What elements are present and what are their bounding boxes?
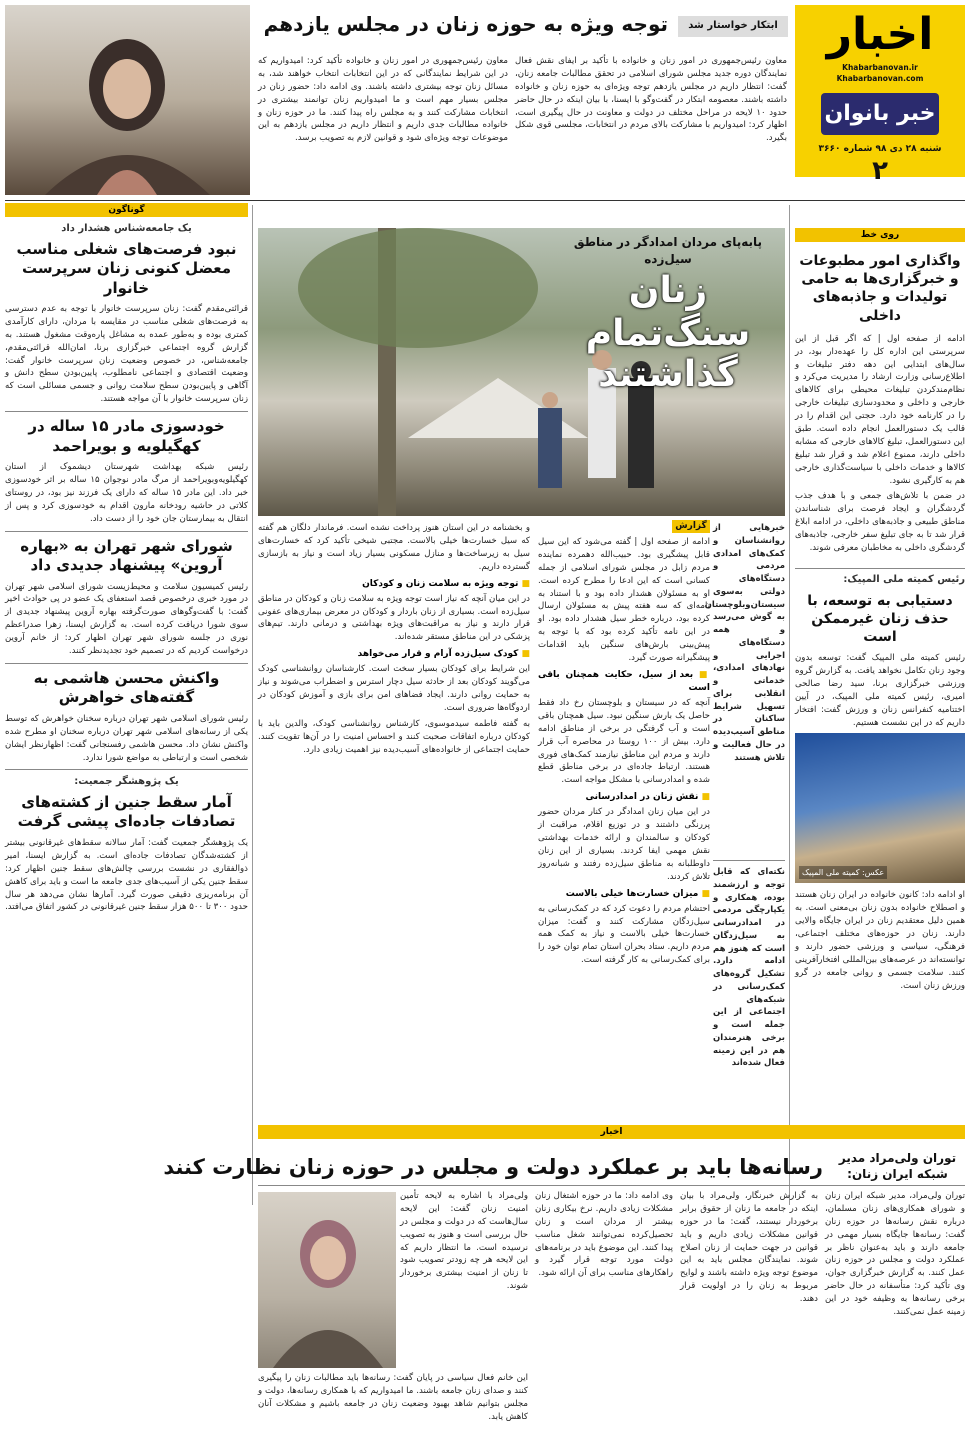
portrait-icon — [258, 1192, 396, 1368]
gunagun-s5-headline: آمار سقط جنین از کشته‌های تصادفات جاده‌ای پیشی گرفت — [17, 792, 236, 831]
bottom-col-3 — [535, 1190, 673, 1438]
olympic-kicker: رئیس کمیته ملی المپیک: — [843, 574, 965, 585]
portrait-icon — [5, 5, 250, 195]
gunagun-s2-headline: خودسوزی مادر ۱۵ ساله در کهگیلویه و بویراحمد — [28, 417, 225, 455]
rooye-khat-headline: واگذاری امور مطبوعات و خبرگزاری‌ها به حامی تولیدات و جاذبه‌های داخلی — [799, 253, 961, 324]
flood-relief-photo — [258, 228, 785, 516]
report-sub-3: ■ میزان خسارت‌ها خیلی بالاست — [538, 888, 710, 901]
report-body-4: احتشام مردم را دعوت کرد که در کمک‌رسانی به سیل‌زدگان مشارکت کنند و گفت: میزان خسارت‌ها خیلی بالاست و نیاز به کمک همه مردم داریم. ستاد بحران استان تمام توان خود را برای کمک‌رسانی به کار گرفته است. — [538, 903, 710, 966]
gunagun-div-1 — [5, 411, 248, 412]
gunagun-s5-kicker: یک پژوهشگر جمعیت: — [74, 776, 179, 788]
bottom-kicker: توران ولی‌مراد مدیر شبکه ایران زنان: — [838, 1151, 957, 1182]
gunagun-s2-body: رئیس شبکه بهداشت شهرستان دیشموک از استان کهگیلویه‌وبویراحمد از مرگ مادر نوجوان ۱۵ ساله بر اثر خودسوزی خبر داد. این مادر ۱۵ ساله که دارای یک فرزند نیز بود، در روستای کلاتی در حاشیه رودخانه مارون اقدام به خودسوزی کرد و پس از انتقال به بیمارستان جان خود را از دست داد. — [5, 462, 248, 524]
bottom-col-2 — [680, 1190, 818, 1438]
report-col-1 — [538, 536, 710, 1116]
olympic-headline: دستیابی به توسعه، با حذف زنان غیرممکن است — [807, 592, 953, 645]
gunagun-div-4 — [5, 769, 248, 770]
logo-text: خبر بانوان — [824, 101, 936, 127]
report-label: گزارش — [672, 520, 710, 533]
divider-left — [252, 205, 253, 1205]
date-line: شنبه ۲۸ دی ۹۸ شماره ۳۶۶۰ — [818, 144, 942, 155]
report-note-2-text: نکته‌ای که قابل توجه و ارزشمند بوده، همکاری و یکپارچگی مردمی در امدادرسانی به سیل‌زدگان است که هنوز هم ادامه دارد. تشکیل گروه‌های کمک‌رسانی در شبکه‌های اجتماعی از این جمله است و برخی هنرمندان هم در این زمینه فعال شده‌اند — [713, 867, 785, 1069]
report-note-2 — [713, 866, 785, 1116]
valimorad-portrait — [258, 1192, 396, 1368]
top-story-text-2: معاون رئیس‌جمهوری در امور زنان و خانواده تأکید کرد: امیدواریم که در این شرایط نمایندگانی که در این انتخابات انتخاب خواهند شد، به مسائل زنان توجه بیشتری داشته باشند. وی ادامه داد: حضور زنان در مجلس بسیار مهم است و ما امیدواریم زنان توانمند بیشتری در انتخابات مشارکت کنند و به مجلس راه پیدا کنند. ما در حوزه زنان و خانواده مطالبات جدی داریم و انتظار داریم در مجلس یازدهم به این موضوعات توجه ویژه‌ای شود و قوانین لازم به تصویب برسد. — [258, 56, 508, 144]
rooye-khat-col — [795, 246, 965, 564]
report-body-5: و بخشنامه در این استان هنوز پرداخت نشده است. فرماندار دلگان هم گفته که سیل خسارت‌ها خیلی بالاست. مجتبی شیخی تأکید کرد که خسارت‌های سیل به زیرساخت‌ها و منازل مسکونی بسیار زیاد است و نیاز به بازسازی گسترده داریم. — [258, 523, 530, 572]
olympic-col — [795, 573, 965, 1168]
top-story-kicker: ابتکار خواستار شد — [678, 16, 788, 37]
report-body-3: در این میان زنان امدادگر در کنار مردان حضور پررنگی داشتند و در توزیع اقلام، مراقبت از کودکان و سالمندان و ارائه خدمات بهداشتی نقش مهمی ایفا کردند. بسیاری از این زنان داوطلبانه به مناطق سیل‌زده رفتند و شبانه‌روز تلاش کردند. — [538, 807, 710, 882]
feature-kicker: پابه‌پای مردان امدادگر در مناطق سیل‌زده — [573, 235, 763, 267]
rooye-khat-body: ادامه از صفحه اول | که اگر قبل از این سرپرستی این اداره کل را عهده‌دار بود، در سال‌های ابتدایی این دهه دفتر تبلیغات و اطلاع‌رسانی وزارت ارشاد را مدیریت می‌کرد و نظام‌مندکردن تبلیغات محیطی برای کالاهای خارجی و داخلی و محدودسازی تبلیغات خارجی را در کارنامه خود دارد. حجتی این اقدام را در قالب یک دستورالعمل انجام داده است. طبق این دستورالعمل، تبلیغ کالاهای خارجی که مشابه داخلی دارند، ممنوع اعلام شد و قرار شد تبلیغ کالاها و خدمات داخلی با سیاست‌گذاری خارجی هم به کارگیری نشود. — [795, 333, 965, 486]
masthead-sites: Khabarbanovan.ir Khabarbanovan.com — [836, 63, 924, 84]
gunagun-s5-body: یک پژوهشگر جمعیت گفت: آمار سالانه سقط‌های غیرقانونی بیشتر از کشته‌شدگان تصادفات جاده‌ای است. به گزارش ایسنا، امیر ذوالفقاری در نشست بررسی چالش‌های سقط جنین اظهار کرد: سقط جنین یکی از آسیب‌های جدی جامعه ما است و باید برای کاهش آن برنامه‌ریزی دقیقی صورت گیرد. آمارها نشان می‌دهد هر سال حدود ۳۰۰ تا ۵۰۰ هزار سقط جنین غیرقانونی در کشور اتفاق می‌افتد. — [5, 837, 248, 913]
olympic-body-2: او ادامه داد: کانون خانواده در ایران زنان هستند و اصطلاح خانواده بدون زنان بی‌معنی است. به همین دلیل معتقدیم زنان در ایران جایگاه والایی دارند. زنان در حوزه‌های مختلف اجتماعی، فرهنگی، سیاسی و ورزشی حضور دارند و توانسته‌اند در عرصه‌های بین‌المللی افتخارآفرینی کنند. سلامت جسمی و روانی جامعه در گرو ورزش زنان است. — [795, 890, 965, 991]
bottom-headline: رسانه‌ها باید بر عملکرد دولت و مجلس در حوزه زنان نظارت کنند — [163, 1155, 823, 1179]
report-sub-1: ■ بعد از سیل، حکایت همچنان باقی است — [538, 669, 710, 695]
report-sub-4: ■ توجه ویژه به سلامت زنان و کودکان — [258, 578, 530, 591]
top-story-header — [258, 10, 788, 44]
report-body-8: به گفته فاطمه سیدموسوی، کارشناس روانشناسی کودک، والدین باید با کودکان درباره اتفاقات صحبت کنند و احساس امنیت را در آن‌ها تقویت کنند. حمایت اجتماعی از خانواده‌های آسیب‌دیده نیز اهمیت زیادی دارد. — [258, 718, 530, 755]
bottom-text-2: به گزارش خبرنگار، ولی‌مراد با بیان اینکه در جامعه ما زنان از حقوق برابر برخوردار نیستند، گفت: ما در حوزه قوانین مشکلات زیادی داریم و باید قوانین در جهت حمایت از زنان اصلاح شوند. نمایندگان مجلس باید به این موضوع توجه ویژه داشته باشند و لوایح مربوط به زنان را در اولویت قرار دهند. — [680, 1191, 818, 1305]
rooye-khat-divider — [795, 568, 965, 569]
olympic-photo — [795, 733, 965, 883]
report-body-6: در این میان آنچه که نیاز است توجه ویژه به سلامت زنان و کودکان در مناطق سیل‌زده است. بسیاری از زنان باردار و کودکان در معرض بیماری‌های عفونی قرار دارند و نیاز به مراقبت‌های ویژه بهداشتی و درمانی دارند. تیم‌های پزشکی در این مناطق مستقر شده‌اند. — [258, 593, 530, 643]
bottom-divider — [258, 1185, 965, 1186]
top-divider — [5, 200, 965, 201]
logo — [821, 93, 939, 135]
gunagun-s1-body: قرائتی‌مقدم گفت: زنان سرپرست خانوار با توجه به عدم دسترسی به فرصت‌های شغلی مناسب در مقایسه با مردان، دارای کارآمدی کمتری بوده و به‌طور عمده به مشاغل پاره‌وقت مشغول هستند. به گزارش گروه اجتماعی خبرگزاری برنا، امان‌الله قرائتی‌مقدم، جامعه‌شناس، در خصوص وضعیت زنان سرپرست خانوار گفت: وضعیت اقتصادی و اجتماعی نامطلوب، پایین‌بودن سطح دانش و آگاهی و پایین‌بودن سطح سلامت روانی و جسمی مسائلی است که زنان سرپرست خانوار با آن مواجه هستند. — [5, 304, 248, 405]
masthead — [795, 5, 965, 187]
divider-right — [789, 205, 790, 1205]
gunagun-col — [5, 222, 248, 1150]
bottom-text-5: این خانم فعال سیاسی در پایان گفت: رسانه‌ها باید مطالبات زنان را پیگیری کنند و صدای زنان جامعه باشند. ما امیدواریم که با همکاری رسانه‌ها، دولت و مجلس بتوانیم شاهد بهبود وضعیت زنان در جامعه باشیم و مشکلات آنان کاهش یابد. — [258, 1373, 528, 1422]
gunagun-div-3 — [5, 663, 248, 664]
ebtekar-portrait — [5, 5, 250, 195]
feature-title-block — [558, 234, 778, 395]
olympic-body: رئیس کمیته ملی المپیک گفت: توسعه بدون وجود زنان تکامل نخواهد یافت. به گزارش گروه ورزشی خبرگزاری برنا، سید رضا صالحی امیری، رئیس کمیته ملی المپیک، در آیین اختتامیه کنفرانس زنان و ورزش گفت: افتخار داریم که در این نشست هستیم. — [795, 653, 965, 728]
feature-headline-2: گذاشتند — [598, 354, 738, 396]
gunagun-s1-headline: نبود فرصت‌های شغلی مناسب معضل کنونی زنان سرپرست خانوار — [16, 239, 237, 297]
gunagun-s3-body: رئیس کمیسیون سلامت و محیط‌زیست شورای اسلامی شهر تهران در مورد خبری درخصوص قصد استعفای یک عضو در پی حوادث اخیر گفت: با گفت‌وگوهای صورت‌گرفته بهاره آروین پیشنهاد جدیدی از سوی شورا دریافت کرده است. به گزارش ایسنا، زهرا صدراعظم نوری در جلسه شورای شهر تهران اظهار کرد: از خانم آروین درخواست کردیم که در تصمیم خود تجدیدنظر کنند. — [5, 581, 248, 657]
report-sub-5: ■ کودک سیل‌زده آرام و قرار می‌خواهد — [258, 648, 530, 661]
gunagun-div-2 — [5, 531, 248, 532]
page-number: ۲ — [872, 156, 888, 187]
bottom-text-1: توران ولی‌مراد، مدیر شبکه ایران زنان و شورای همکاری‌های زنان مسلمان، درباره نقش رسانه‌ها در حوزه زنان گفت: رسانه‌ها جایگاه بسیار مهمی در جامعه دارند و باید به‌عنوان ناظر بر عملکرد دولت و مجلس در حوزه زنان عمل کنند. به گزارش خبرگزاری جوان، وی تأکید کرد: متأسفانه در حال حاضر برخی رسانه‌ها به وظیفه خود در این زمینه عمل نمی‌کنند. — [825, 1191, 965, 1318]
gunagun-s3-headline: شورای شهر تهران به «بهاره آروین» پیشنهاد جدیدی داد — [20, 536, 233, 575]
feature-headline-1: زنان سنگ‌تمام — [585, 269, 751, 354]
gunagun-bar: گوناگون — [5, 203, 248, 217]
bottom-bar: اخبار — [258, 1125, 965, 1139]
top-story-col-2 — [258, 55, 508, 195]
top-story-headline: توجه ویژه به حوزه زنان در مجلس یازدهم — [263, 12, 668, 36]
report-body-2: آنچه که در سیستان و بلوچستان رخ داد فقط حاصل یک بارش سنگین نبود. سیل همچنان باقی است و آب گرفتگی در برخی از مناطق ادامه دارد. بیش از ۱۰۰ روستا در محاصره آب قرار دارند و مردم این مناطق نیازمند کمک‌های فوری هستند. ارتباط جاده‌ای در برخی مناطق قطع شده و امدادرسانی با مشکل مواجه است. — [538, 698, 710, 786]
report-body-7: این شرایط برای کودکان بسیار سخت است. کارشناسان روانشناسی کودک می‌گویند کودکان بعد از حادثه سیل دچار استرس و اضطراب می‌شوند و نیاز به حمایت روانی دارند. ایجاد فضاهای امن برای بازی و آموزش کودکان در اردوگاه‌ها ضروری است. — [258, 664, 530, 713]
gunagun-s1-kicker: یک جامعه‌شناس هشدار داد — [61, 223, 192, 234]
report-note-1-text: خبرهایی از روانشناسان و کمک‌های امدادی مردمی و دستگاه‌های دولتی به‌سوی سیستان‌وبلوچستان به گوش می‌رسد و همه دستگاه‌های اجرایی و نهادهای امدادی، خدماتی و انقلابی برای تسهیل شرایط ساکنان در مناطق آسیب‌دیده در حال فعالیت و تلاش هستند — [704, 523, 785, 763]
notes-divider — [713, 860, 785, 861]
bottom-col-4 — [400, 1190, 528, 1305]
bottom-text-4: ولی‌مراد با اشاره به لایحه تأمین امنیت زنان گفت: این لایحه سال‌هاست که در دولت و مجلس در حال بررسی است و هنوز به تصویب نرسیده است. ما انتظار داریم که این لایحه هر چه زودتر تصویب شود تا زنان از امنیت بیشتری برخوردار شوند. — [400, 1191, 528, 1292]
rooye-khat-bar: روی خط — [795, 228, 965, 242]
gunagun-s4-body: رئیس شورای اسلامی شهر تهران درباره سخنان خواهرش که توسط یکی از رسانه‌های اسلامی شهر تهران درباره سخنان او مطرح شده واکنش نشان داد. محسن هاشمی رفسنجانی گفت: اظهارنظر ایشان شخصی است و ارتباطی به مواضع شورا ندارد. — [5, 713, 248, 763]
report-sub-2: ■ نقش زنان در امدادرسانی — [538, 791, 710, 804]
report-body-1: ادامه از صفحه اول | گفته می‌شود که این سیل قابل پیشگیری بود. حبیب‌الله دهمرده نماینده مردم زابل در مجلس شورای اسلامی از جمله کسانی است که این ادعا را مطرح کرده است. او به مسئولان هشدار داده بود و با استناد به نامه‌ای که سه هفته پیش به مسئولان ارسال کرده بود، درباره خطر سیل هشدار داده بود. او در این نامه تأکید کرده بود که با توجه به پیش‌بینی بارش‌های سنگین باید اقدامات پیشگیرانه صورت گیرد. — [538, 537, 710, 664]
gunagun-s4-headline: واکنش محسن هاشمی به گفته‌های خواهرش — [33, 668, 220, 707]
masthead-title: اخبار — [826, 9, 934, 60]
top-story-text-1: معاون رئیس‌جمهوری در امور زنان و خانواده با تأکید بر ایفای نقش فعال نمایندگان دوره جدید مجلس شورای اسلامی در تحقق مطالبات جامعه زنان، گفت: انتظار داریم در مجلس یازدهم توجه ویژه‌ای به حوزه زنان و خانواده داشته باشند. معصومه ابتکار در گفت‌وگو با ایسنا، با بیان اینکه در حال حاضر حدود ۱۰ لایحه در مراحل مختلف در دولت و معاونت در حال پیگیری است، اظهار کرد: امیدواریم با مشارکت بالای مردم در انتخابات، مجلسی قوی شکل بگیرد. — [515, 56, 787, 144]
bottom-text-3: وی ادامه داد: ما در حوزه اشتغال زنان مشکلات زیادی داریم. نرخ بیکاری زنان بیشتر از مردان است و زنان تحصیل‌کرده نمی‌توانند شغل مناسب پیدا کنند. این موضوع باید در برنامه‌های دولت مورد توجه قرار گیرد و راهکارهای مناسب برای آن ارائه شود. — [535, 1191, 673, 1279]
rooye-khat-body-2: در ضمن با تلاش‌های جمعی و با هدف جذب گردشگران و ایجاد فرصت برای شناساندن مناطق طبیعی و جاذبه‌های داخلی، در ادامه ابلاغ قرار شد تا به جای تبلیغ سفر خارجی، جاذبه‌های گردشگری داخلی به مخاطبان معرفی شوند. — [795, 491, 965, 553]
olympic-photo-caption: عکس: کمیته ملی المپیک — [799, 866, 887, 880]
bottom-col-1 — [825, 1190, 965, 1438]
bottom-col-5 — [258, 1372, 528, 1438]
top-story-col-1 — [515, 55, 787, 195]
report-note-1 — [704, 522, 785, 857]
report-col-2 — [258, 522, 530, 1116]
